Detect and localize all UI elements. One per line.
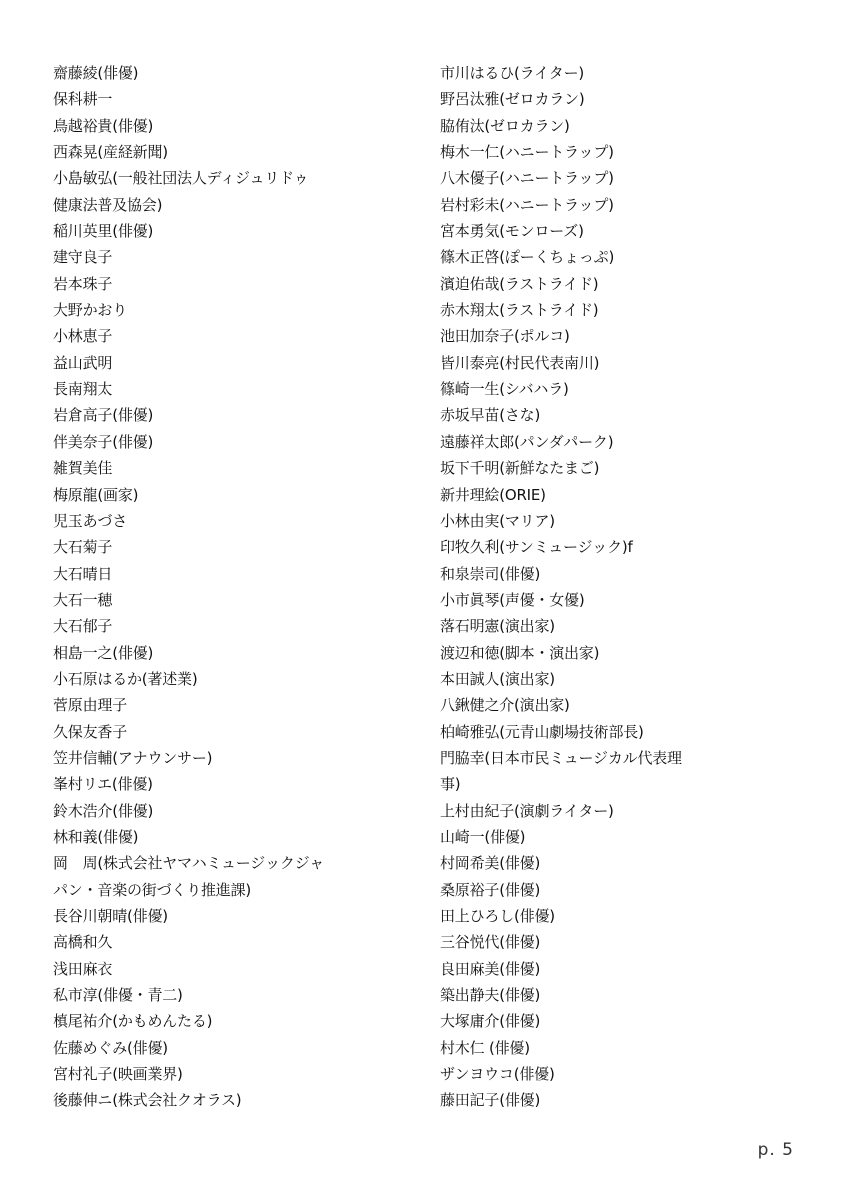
name-entry: 田上ひろし(俳優) — [440, 907, 555, 925]
name-entry: 渡辺和徳(脚本・演出家) — [440, 643, 600, 662]
name-entry: 峯村リエ(俳優) — [53, 775, 153, 794]
name-entry: 桑原裕子(俳優) — [440, 880, 541, 899]
name-entry: 岩村彩未(ハニートラップ) — [440, 195, 614, 214]
name-entry: 池田加奈子(ポルコ) — [440, 327, 570, 346]
name-entry: 長谷川朝晴(俳優) — [53, 907, 168, 925]
name-entry: 大塚庸介(俳優) — [440, 1012, 541, 1031]
name-entry: 事) — [440, 775, 461, 794]
name-entry: 建守良子 — [53, 248, 113, 267]
name-entry: 坂下千明(新鮮なたまご) — [440, 459, 600, 478]
name-entry: 和泉崇司(俳優) — [440, 564, 541, 583]
name-entry: ザンヨウコ(俳優) — [440, 1065, 555, 1084]
name-entry: 伴美奈子(俳優) — [53, 432, 154, 451]
name-entry: 柏崎雅弘(元青山劇場技術部長) — [440, 722, 644, 741]
name-entry: 長南翔太 — [53, 380, 113, 399]
name-entry: 岡 周(株式会社ヤマハミュージックジャ — [53, 854, 325, 873]
name-entry: 槙尾祐介(かもめんたる) — [53, 1012, 213, 1031]
name-entry: 鈴木浩介(俳優) — [53, 801, 154, 820]
name-entry: 落石明憲(演出家) — [440, 617, 555, 636]
name-entry: 大石菊子 — [53, 538, 113, 557]
name-entry: 山崎一(俳優) — [440, 827, 526, 846]
name-entry: 益山武明 — [53, 353, 113, 372]
name-entry: 久保友香子 — [53, 722, 128, 741]
name-entry: 大石一穂 — [53, 590, 113, 609]
name-entry: 稲川英里(俳優) — [53, 222, 154, 241]
name-entry: 新井理絵(ORIE) — [440, 485, 546, 504]
name-entry: 遠藤祥太郎(パンダパーク) — [440, 432, 614, 451]
name-entry: 林和義(俳優) — [53, 827, 139, 846]
name-entry: 岩倉高子(俳優) — [53, 406, 154, 425]
name-entry: 野呂汰雅(ゼロカラン) — [440, 90, 585, 109]
page-number: p. 5 — [757, 1140, 794, 1160]
name-entry: 良田麻美(俳優) — [440, 959, 541, 978]
name-entry: 濱迫佑哉(ラストライド) — [440, 274, 599, 293]
name-entry: 村木仁 (俳優) — [440, 1038, 530, 1057]
name-entry: 藤田記子(俳優) — [440, 1091, 541, 1110]
name-entry: 小島敏弘(一般社団法人ディジュリドゥ — [53, 169, 309, 188]
name-entry: 篠崎一生(シバハラ) — [440, 380, 569, 399]
name-entry: 相島一之(俳優) — [53, 643, 154, 662]
name-entry: 梅木一仁(ハニートラップ) — [440, 143, 614, 162]
name-entry: 脇侑汰(ゼロカラン) — [440, 116, 570, 135]
name-entry: 保科耕一 — [53, 90, 113, 109]
name-entry: 大野かおり — [53, 301, 128, 320]
name-entry: 赤木翔太(ラストライド) — [440, 301, 599, 320]
name-entry: 上村由紀子(演劇ライター) — [440, 801, 614, 820]
name-entry: 宮本勇気(モンローズ) — [440, 222, 584, 241]
name-entry: 本田誠人(演出家) — [440, 669, 555, 688]
name-entry: 西森晃(産経新聞) — [53, 143, 168, 162]
name-entry: 三谷悦代(俳優) — [440, 933, 541, 952]
name-entry: 市川はるひ(ライター) — [440, 64, 585, 82]
name-entry: 篠木正啓(ぽーくちょっぷ) — [440, 248, 615, 267]
name-entry: 大石郁子 — [53, 617, 113, 636]
name-entry: パン・音楽の街づくり推進課) — [53, 880, 252, 899]
names-list-right — [440, 60, 800, 1114]
name-entry: 築出静夫(俳優) — [440, 986, 541, 1005]
name-entry: 児玉あづさ — [53, 511, 128, 530]
name-entry: 佐藤めぐみ(俳優) — [53, 1038, 168, 1057]
name-entry: 梅原龍(画家) — [53, 485, 139, 504]
name-entry: 大石晴日 — [53, 564, 113, 583]
name-entry: 小林由実(マリア) — [440, 511, 555, 530]
name-entry: 笠井信輔(アナウンサー) — [53, 748, 213, 767]
name-entry: 印牧久利(サンミュージック)f — [440, 538, 633, 557]
name-entry: 浅田麻衣 — [53, 959, 113, 978]
name-entry: 小市眞琴(声優・女優) — [440, 590, 585, 609]
name-entry: 宮村礼子(映画業界) — [53, 1065, 183, 1084]
name-entry: 小石原はるか(著述業) — [53, 669, 198, 688]
name-entry: 齋藤綾(俳優) — [53, 64, 139, 82]
name-entry: 八鍬健之介(演出家) — [440, 696, 570, 715]
name-entry: 八木優子(ハニートラップ) — [440, 169, 614, 188]
name-entry: 鳥越裕貴(俳優) — [53, 116, 154, 135]
name-entry: 菅原由理子 — [53, 696, 128, 715]
name-entry: 私市淳(俳優・青二) — [53, 986, 183, 1005]
name-entry: 門脇幸(日本市民ミュージカル代表理 — [440, 748, 682, 767]
name-entry: 高橋和久 — [53, 933, 113, 952]
name-entry: 皆川泰亮(村民代表南川) — [440, 353, 600, 372]
name-entry: 村岡希美(俳優) — [440, 854, 541, 873]
name-entry: 赤坂早苗(さな) — [440, 406, 541, 425]
name-entry: 健康法普及協会) — [53, 195, 163, 214]
name-entry: 岩本珠子 — [53, 274, 113, 293]
name-entry: 雑賀美佳 — [53, 459, 113, 478]
name-entry: 小林恵子 — [53, 327, 113, 346]
names-list-left — [53, 60, 393, 1114]
name-entry: 後藤伸ニ(株式会社クオラス) — [53, 1091, 242, 1110]
